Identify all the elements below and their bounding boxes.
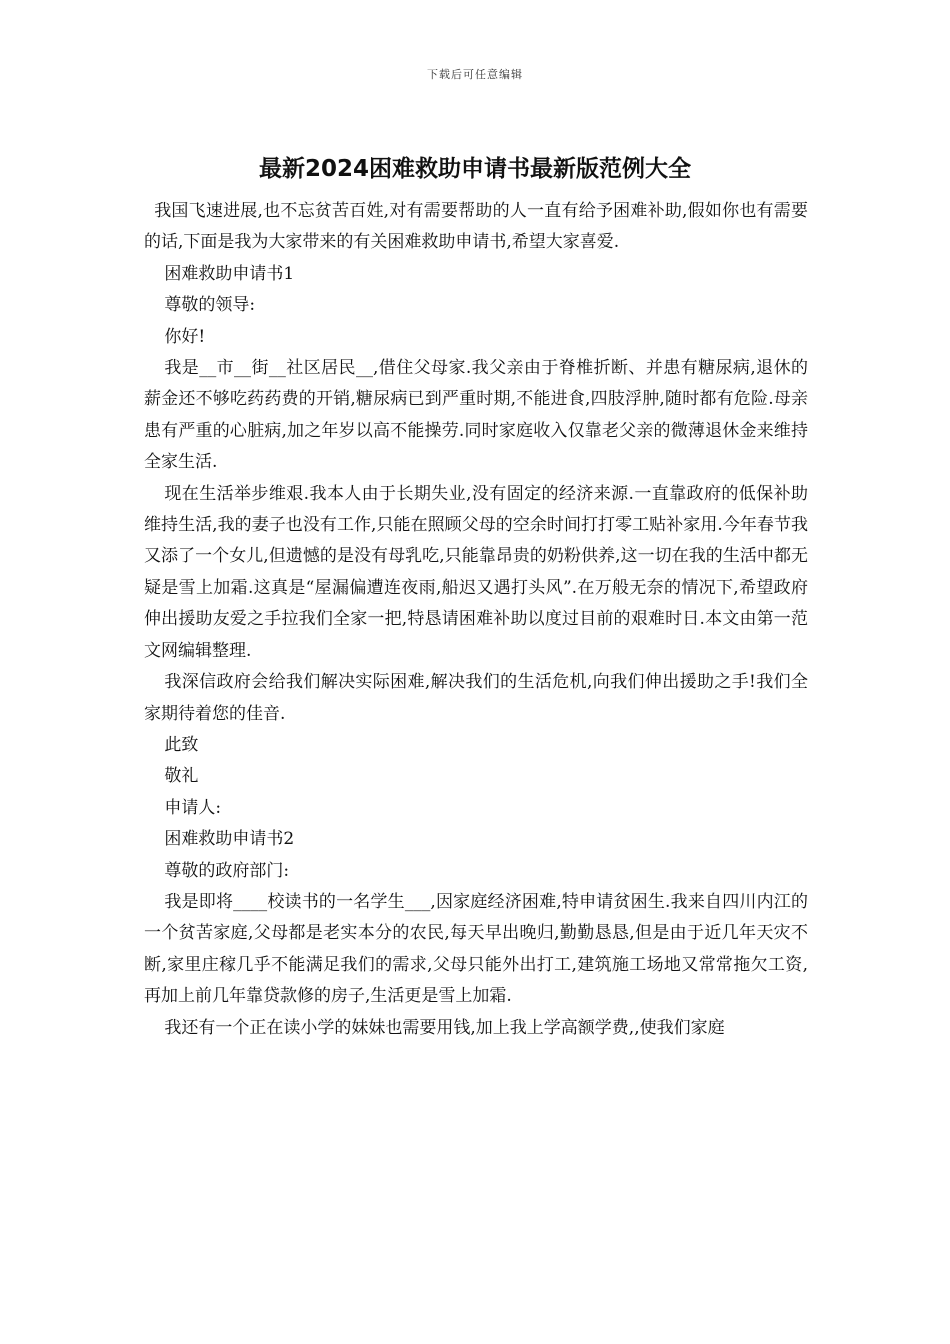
- section-heading-1: 困难救助申请书1: [164, 263, 295, 284]
- paragraph-1-1: 我是__市__街__社区居民__,借住父母家.我父亲由于脊椎折断、并患有糖尿病,退休的薪金还不够吃药药费的开销,糖尿病已到严重时期,不能进食,四肢浮肿,随时都有危险.母亲患有严重的心脏病,加之年岁以高不能操劳.同时家庭收入仅靠老父亲的微薄退休金来维持全家生活.: [144, 358, 808, 473]
- header-note: 下载后可任意编辑: [427, 68, 523, 81]
- section-heading-2: 困难救助申请书2: [164, 829, 295, 850]
- applicant-line: 申请人:: [164, 797, 222, 818]
- paragraph-2-2: 我还有一个正在读小学的妹妹也需要用钱,加上我上学高额学费,,使我们家庭: [164, 1017, 725, 1038]
- paragraph-intro: 我国飞速进展,也不忘贫苦百姓,对有需要帮助的人一直有给予困难补助,假如你也有需要的话,下面是我为大家带来的有关困难救助申请书,希望大家喜爱.: [144, 201, 808, 253]
- greeting-1: 你好!: [164, 326, 206, 347]
- paragraph-1-3: 我深信政府会给我们解决实际困难,解决我们的生活危机,向我们伸出援助之手!我们全家期待着您的佳音.: [144, 672, 808, 724]
- document-title: 最新2024困难救助申请书最新版范例大全: [258, 156, 691, 182]
- document-body: [144, 196, 808, 1044]
- salutation-1: 尊敬的领导:: [164, 295, 256, 316]
- salutation-2: 尊敬的政府部门:: [164, 860, 290, 881]
- paragraph-2-1: 我是即将____校读书的一名学生___,因家庭经济困难,特申请贫困生.我来自四川内江的一个贫苦家庭,父母都是老实本分的农民,每天早出晚归,勤勤恳恳,但是由于近几年天灾不断,家里庄稼几乎不能满足我们的需求,父母只能外出打工,建筑施工场地又常常拖欠工资,再加上前几年靠贷款修的房子,生活更是雪上加霜.: [144, 891, 808, 1007]
- closing-cizhi: 此致: [164, 734, 199, 755]
- paragraph-1-2: 现在生活举步维艰.我本人由于长期失业,没有固定的经济来源.一直靠政府的低保补助维持生活,我的妻子也没有工作,只能在照顾父母的空余时间打打零工贴补家用.今年春节我又添了一个女儿,但遗憾的是没有母乳吃,只能靠昂贵的奶粉供养,这一切在我的生活中都无疑是雪上加霜.这真是“屋漏偏遭连夜雨,船迟又遇打头风”.在万般无奈的情况下,希望政府伸出援助友爱之手拉我们全家一把,特恳请困难补助以度过目前的艰难时日.本文由第一范文网编辑整理.: [144, 483, 808, 661]
- closing-jingli: 敬礼: [164, 766, 199, 787]
